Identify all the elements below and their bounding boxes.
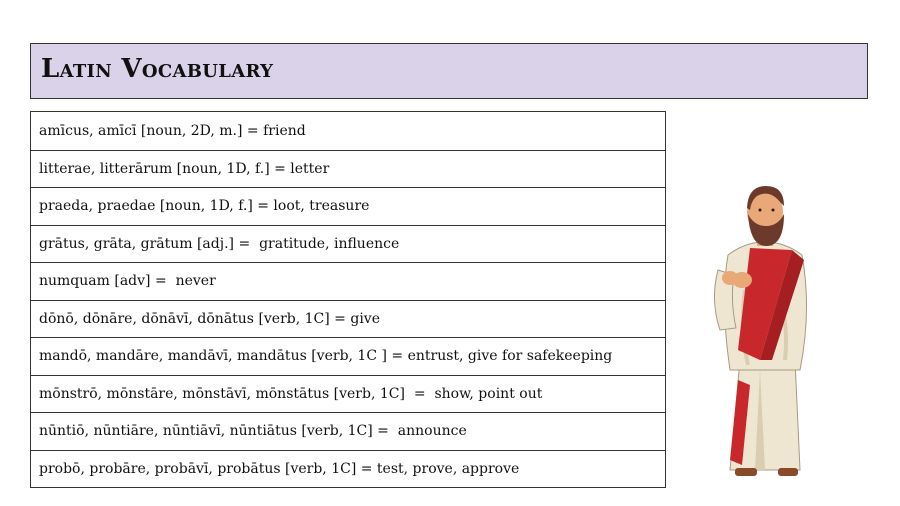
vocab-row: amīcus, amīcī [noun, 2D, m.] = friend xyxy=(39,122,306,139)
title-bar xyxy=(30,43,868,99)
vocab-row: mandō, mandāre, mandāvī, mandātus [verb, 1C ] = entrust, give for safekeeping xyxy=(31,337,665,375)
vocab-row: praeda, praedae [noun, 1D, f.] = loot, treasure xyxy=(31,187,665,225)
roman-man-illustration xyxy=(700,180,830,490)
vocab-row: numquam [adv] = never xyxy=(31,262,665,300)
vocab-row: litterae, litterārum [noun, 1D, f.] = letter xyxy=(31,150,665,188)
vocab-row: nūntiō, nūntiāre, nūntiāvī, nūntiātus [verb, 1C] = announce xyxy=(31,412,665,450)
vocab-row: mōnstrō, mōnstāre, mōnstāvī, mōnstātus [verb, 1C] = show, point out xyxy=(31,375,665,413)
vocab-row: grātus, grāta, grātum [adj.] = gratitude, influence xyxy=(31,225,665,263)
slide-title: Latin Vocabulary xyxy=(41,54,274,84)
vocabulary-table xyxy=(30,111,666,488)
vocab-row: dōnō, dōnāre, dōnāvī, dōnātus [verb, 1C] = give xyxy=(31,300,665,338)
vocab-row: probō, probāre, probāvī, probātus [verb, 1C] = test, prove, approve xyxy=(31,450,665,488)
